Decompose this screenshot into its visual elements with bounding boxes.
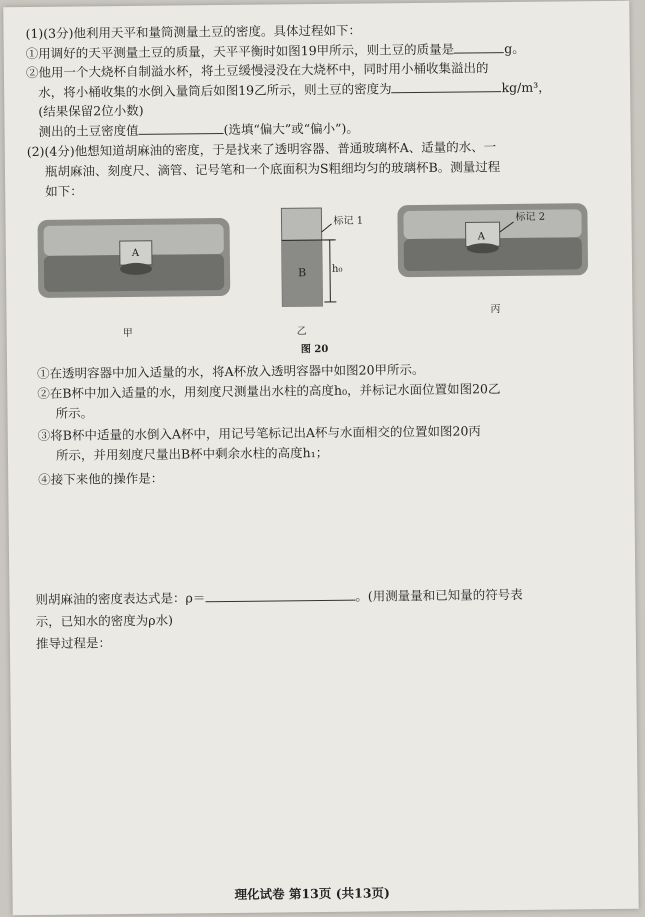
cup-b-label: B — [297, 266, 307, 280]
figure-label-yi: 乙 — [296, 326, 307, 338]
part1-step2-line2: 水，将小桶收集的水倒入量筒后如图19乙所示，则土豆的密度为 kg/m³， — [38, 79, 551, 100]
answer-blank-bias[interactable] — [138, 121, 223, 135]
figure-number: 图 20 — [300, 343, 329, 356]
h0-label: h₀ — [331, 263, 343, 275]
part1-step1: ①用调好的天平测量土豆的质量，天平平衡时如图19甲所示，则土豆的质量是 g。 — [25, 40, 525, 62]
part1-intro: (1)(3分)他利用天平和量筒测量土豆的密度。具体过程如下： — [25, 22, 362, 42]
cup-a-label-bing: A — [477, 231, 485, 243]
step2-line2: 所示。 — [55, 405, 94, 421]
answer-blank-mass[interactable] — [454, 40, 504, 54]
figure-jia-container — [33, 210, 234, 312]
mark2-label: 标记 2 — [515, 211, 546, 223]
step1: ①在透明容器中加入适量的水，将A杯放入透明容器中如图20甲所示。 — [37, 361, 425, 381]
part2-intro-line1: (2)(4分)他想知道胡麻油的密度，于是找来了透明容器、普通玻璃杯A、适量的水、一 — [26, 139, 497, 160]
part2-intro-line3: 如下： — [45, 183, 83, 199]
figure-label-jia: 甲 — [122, 327, 133, 340]
expression-line: 则胡麻油的密度表达式是：ρ＝ 。(用测量量和已知量的符号表 — [35, 586, 523, 607]
derivation-label: 推导过程是： — [35, 635, 112, 651]
part2-intro-line2: 瓶胡麻油、刻度尺、滴管、记号笔和一个底面积为S粗细均匀的玻璃杯B。测量过程 — [44, 159, 501, 179]
figure-yi-container — [273, 201, 374, 314]
figure-bing-container — [393, 197, 594, 289]
step2-line1: ②在B杯中加入适量的水，用刻度尺测量出水柱的高度h₀，并标记水面位置如图20乙 — [37, 381, 501, 401]
step4: ④接下来他的操作是： — [38, 470, 164, 487]
part1-step2-line4: 测出的土豆密度值 (选填“偏大”或“偏小”)。 — [38, 120, 359, 139]
expression-note: 示，已知水的密度为ρ水) — [35, 612, 174, 629]
part1-step2-line1: ②他用一个大烧杯自制溢水杯，将土豆缓慢浸没在大烧杯中，同时用小桶收集溢出的 — [25, 60, 489, 81]
answer-blank-density[interactable] — [391, 79, 501, 93]
answer-blank-expression[interactable] — [205, 588, 355, 603]
mark1-label: 标记 1 — [333, 215, 364, 227]
page-footer: 理化试卷 第13页 (共13页) — [234, 885, 390, 902]
step3-line1: ③将B杯中适量的水倒入A杯中，用记号笔标记出A杯与水面相交的位置如图20丙 — [37, 423, 481, 443]
cup-a-label-jia: A — [131, 247, 140, 259]
figure-label-bing: 丙 — [490, 304, 501, 316]
step3-line2: 所示，并用刻度尺量出B杯中剩余水柱的高度h₁； — [55, 444, 329, 463]
part1-step2-line3: (结果保留2位小数) — [38, 102, 144, 119]
exam-page — [3, 1, 638, 916]
